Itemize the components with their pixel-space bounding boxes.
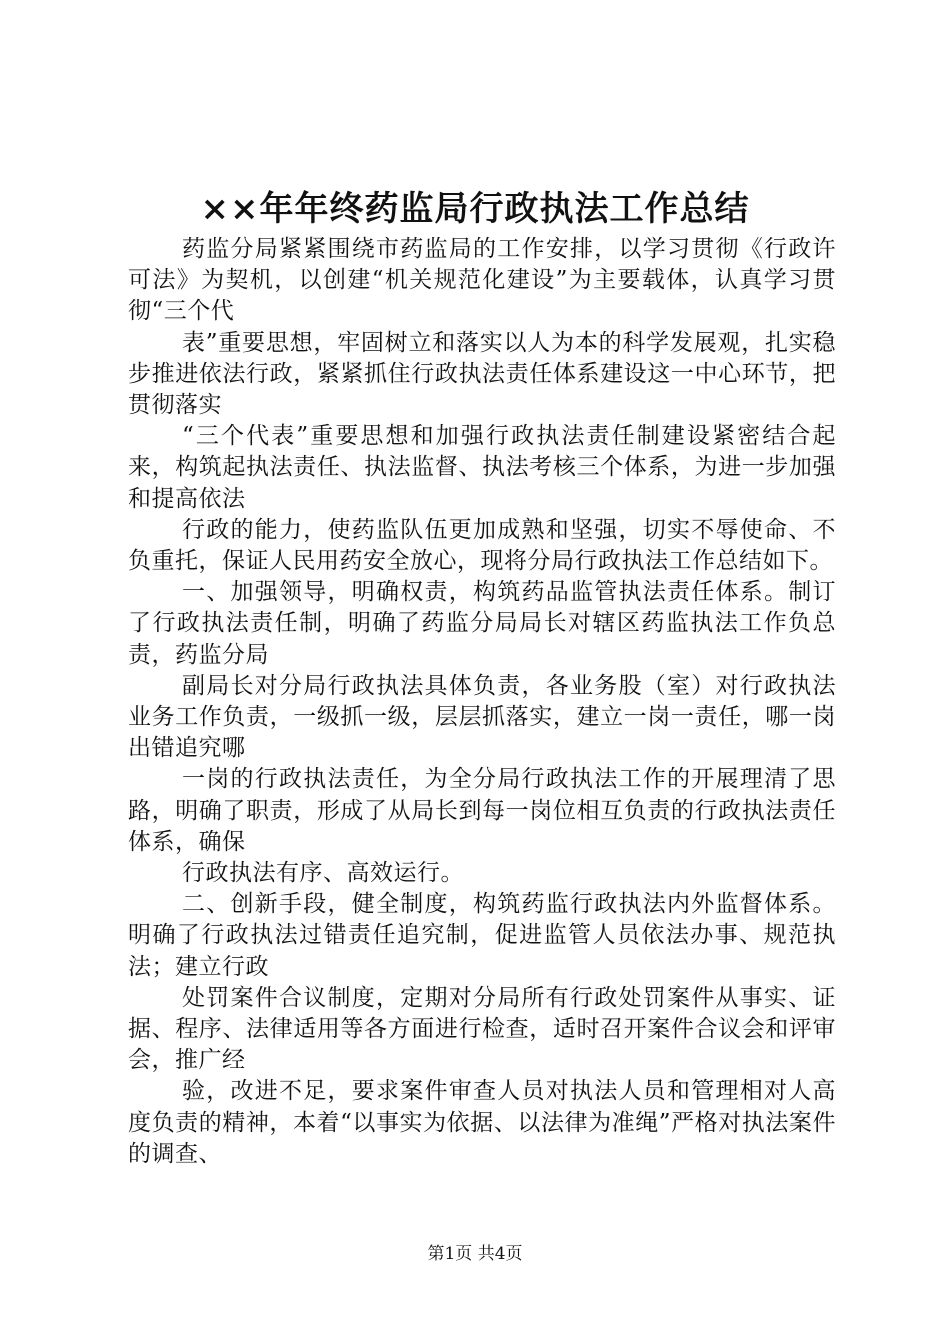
document-title: ××年年终药监局行政执法工作总结 [200,189,750,229]
paragraph: 验，改进不足，要求案件审查人员对执法人员和管理相对人高度负责的精神，本着“以事实为依据、以法律为准绳”严格对执法案件的调查、 [128,1078,836,1167]
paragraph: 药监分局紧紧围绕市药监局的工作安排，以学习贯彻《行政许可法》为契机，以创建“机关规范化建设”为主要载体，认真学习贯彻“三个代 [128,236,836,325]
paragraph: 行政的能力，使药监队伍更加成熟和坚强，切实不辱使命、不负重托，保证人民用药安全放心，现将分局行政执法工作总结如下。 [128,516,836,575]
paragraph: 副局长对分局行政执法具体负责，各业务股（室）对行政执法业务工作负责，一级抓一级，层层抓落实，建立一岗一责任，哪一岗出错追究哪 [128,672,836,762]
paragraph: “三个代表”重要思想和加强行政执法责任制建设紧密结合起来，构筑起执法责任、执法监督、执法考核三个体系，为进一步加强和提高依法 [128,423,836,512]
paragraph: 一、加强领导，明确权责，构筑药品监管执法责任体系。制订了行政执法责任制，明确了药监分局局长对辖区药监执法工作负总责，药监分局 [128,579,836,668]
page-number-footer: 第1页 共4页 [427,1244,523,1264]
paragraph: 行政执法有序、高效运行。 [182,860,464,887]
paragraph: 二、创新手段，健全制度，构筑药监行政执法内外监督体系。明确了行政执法过错责任追究制，促进监管人员依法办事、规范执法；建立行政 [128,891,836,980]
paragraph: 处罚案件合议制度，定期对分局所有行政处罚案件从事实、证据、程序、法律适用等各方面进行检查，适时召开案件合议会和评审会，推广经 [128,984,836,1074]
document-body [128,234,836,1170]
paragraph: 表”重要思想，牢固树立和落实以人为本的科学发展观，扎实稳步推进依法行政，紧紧抓住行政执法责任体系建设这一中心环节，把贯彻落实 [128,329,836,419]
paragraph: 一岗的行政执法责任，为全分局行政执法工作的开展理清了思路，明确了职责，形成了从局长到每一岗位相互负责的行政执法责任体系，确保 [128,766,836,855]
